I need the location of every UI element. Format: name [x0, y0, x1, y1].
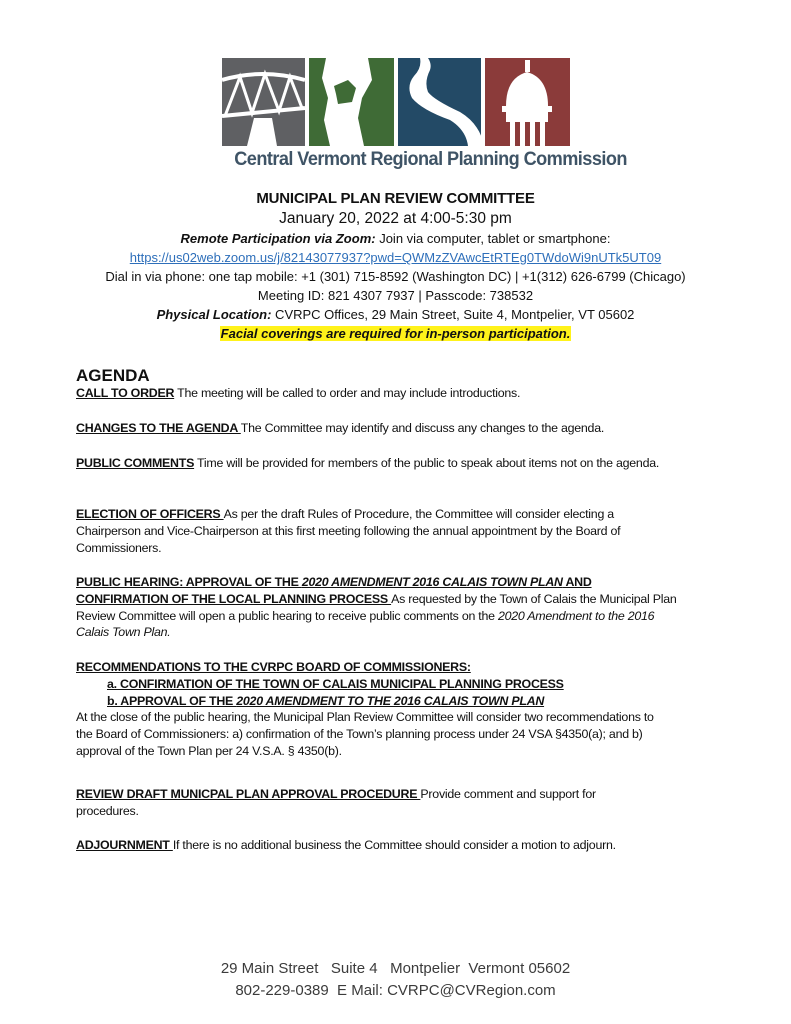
- remote-label: Remote Participation via Zoom:: [180, 231, 376, 246]
- meeting-id: Meeting ID: 821 4307 7937 | Passcode: 738532: [257, 288, 534, 303]
- vermont-map-icon: [309, 58, 394, 146]
- item-text: Time will be provided for members of the public to speak about items not on the agenda.: [194, 456, 660, 470]
- physical-label: Physical Location:: [156, 307, 272, 322]
- org-name: Central Vermont Regional Planning Commission: [234, 148, 627, 170]
- item-title: ELECTION OF OFFICERS: [76, 507, 224, 521]
- physical-location: [40, 305, 751, 324]
- sub-item-b-b: 2020 AMENDMENT TO THE 2016 CALAIS TOWN PLAN: [236, 693, 545, 708]
- item-text: Provide comment and support for procedures.: [76, 787, 596, 818]
- physical-text: CVRPC Offices, 29 Main Street, Suite 4, Montpelier, VT 05602: [271, 307, 635, 322]
- committee-title: MUNICIPAL PLAN REVIEW COMMITTEE: [256, 190, 535, 207]
- footer: [0, 958, 791, 1002]
- item-title: REVIEW DRAFT MUNICPAL PLAN APPROVAL PROCEDURE: [76, 787, 421, 801]
- item-title-b: 2020 AMENDMENT 2016 CALAIS TOWN PLAN: [301, 575, 563, 589]
- agenda-item-election: [76, 506, 676, 556]
- item-text: At the close of the public hearing, the Municipal Plan Review Committee will consider two recommendations to the Board of Commissioners: a) confirmation of the Town’s planning process under 24 VSA §4350(a); and b) approval of the Town Plan per 24 V.S.A. § 4350(b).: [76, 710, 654, 758]
- facial-coverings-notice: Facial coverings are required for in-person participation.: [220, 326, 571, 341]
- item-title-c: AND CONFIRMATION OF THE LOCAL PLANNING PROCESS: [76, 575, 592, 606]
- agenda-item-changes: [76, 420, 716, 437]
- remote-text: Join via computer, tablet or smartphone:: [375, 231, 611, 246]
- item-text-b: 2020 Amendment to the 2016 Calais Town Plan.: [76, 608, 655, 640]
- remote-participation: [40, 229, 751, 248]
- agenda-item-adjournment: [76, 837, 716, 854]
- item-text: The Committee may identify and discuss any changes to the agenda.: [240, 421, 605, 435]
- agenda: [76, 366, 716, 852]
- meeting-header: [40, 188, 751, 343]
- item-text: As per the draft Rules of Procedure, the Committee will consider electing a Chairperson and Vice-Chairperson at this first meeting following the annual appointment by the Board of Commissioners.: [76, 507, 621, 555]
- agenda-item-public-comments: [76, 455, 676, 472]
- sub-item-b-a: b. APPROVAL OF THE: [107, 693, 237, 708]
- bridge-icon: [222, 58, 305, 146]
- sub-item-a: a. CONFIRMATION OF THE TOWN OF CALAIS MUNICIPAL PLANNING PROCESS: [107, 676, 564, 691]
- cvrpc-logo: [222, 58, 627, 176]
- capitol-dome-icon: [485, 58, 570, 146]
- item-title: PUBLIC COMMENTS: [76, 456, 195, 470]
- item-title: ADJOURNMENT: [76, 838, 173, 852]
- item-title-a: PUBLIC HEARING: APPROVAL OF THE: [76, 575, 302, 589]
- footer-contact: 802-229-0389 E Mail: CVRPC@CVRegion.com: [235, 982, 556, 999]
- dial-in-info: Dial in via phone: one tap mobile: +1 (301) 715-8592 (Washington DC) | +1(312) 626-6799 (Chicago): [105, 269, 686, 284]
- footer-address: 29 Main Street Suite 4 Montpelier Vermont 05602: [220, 960, 571, 977]
- item-title: RECOMMENDATIONS TO THE CVRPC BOARD OF COMMISSIONERS:: [76, 660, 471, 674]
- item-text: If there is no additional business the Committee should consider a motion to adjourn.: [172, 838, 616, 852]
- agenda-item-public-hearing: [76, 574, 681, 641]
- logo-panels: [222, 58, 572, 146]
- item-title: CALL TO ORDER: [76, 386, 175, 400]
- item-text-a: As requested by the Town of Calais the Municipal Plan Review Committee will open a public hearing to receive public comments on the: [76, 591, 677, 623]
- agenda-item-review-draft: [76, 786, 636, 820]
- agenda-item-call-to-order: [76, 385, 716, 402]
- zoom-link[interactable]: https://us02web.zoom.us/j/82143077937?pwd=QWMzZVAwcEtRTEg0TWdoWi9nUTk5UT09: [129, 250, 662, 265]
- item-title: CHANGES TO THE AGENDA: [76, 421, 241, 435]
- river-icon: [398, 58, 484, 146]
- item-text: The meeting will be called to order and may include introductions.: [174, 386, 521, 400]
- meeting-date-time: January 20, 2022 at 4:00-5:30 pm: [279, 210, 512, 227]
- agenda-heading: AGENDA: [76, 366, 150, 385]
- agenda-item-recommendations: [76, 659, 656, 760]
